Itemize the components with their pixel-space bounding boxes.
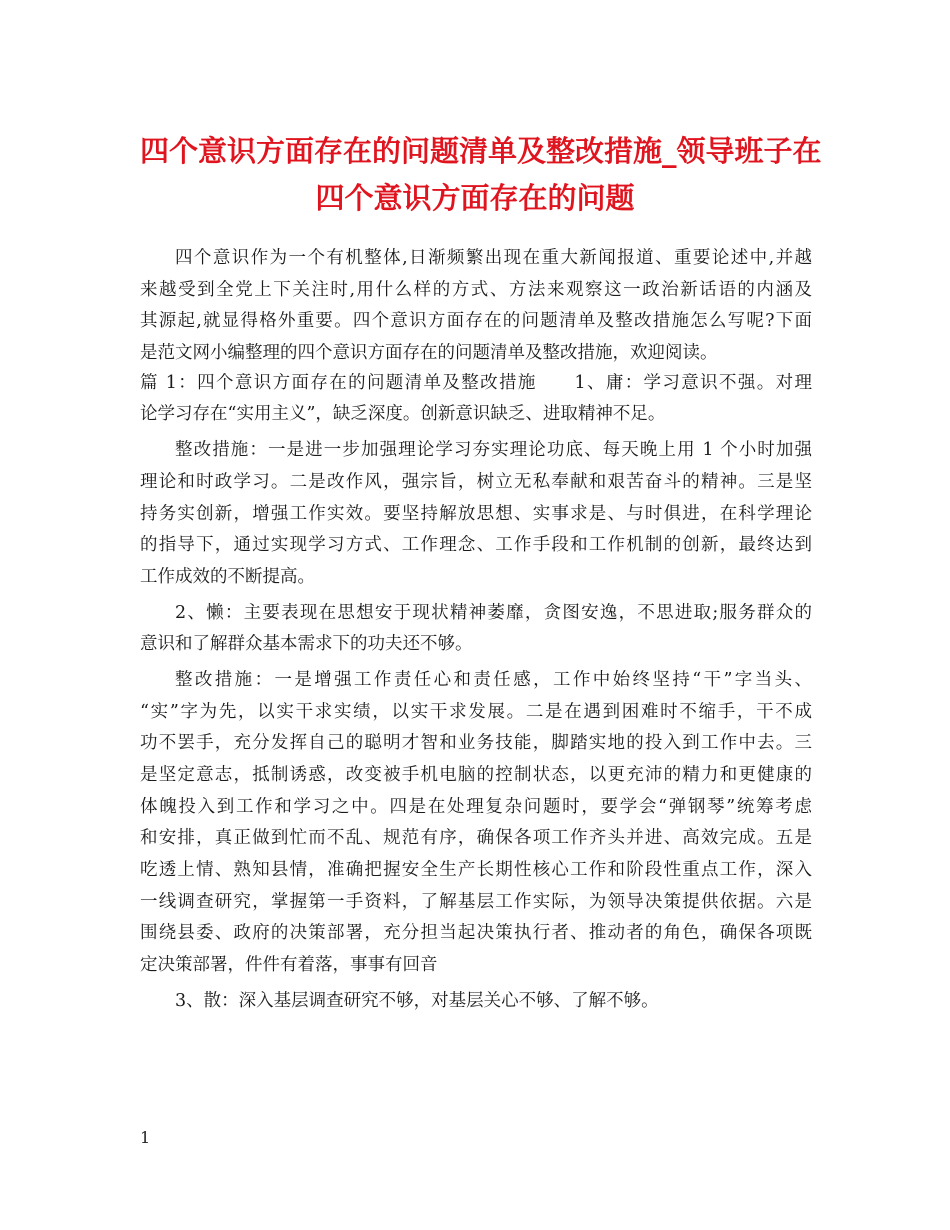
- body-line: 持务实创新，增强工作实效。要坚持解放思想、实事求是、与时俱进，在科学理论: [140, 503, 812, 524]
- body-line: 意识和了解群众基本需求下的功夫还不够。: [140, 634, 473, 655]
- body-line: 一线调查研究，掌握第一手资料，了解基层工作实际，为领导决策提供依据。六是: [140, 891, 812, 912]
- body-line: 理论和时政学习。二是改作风，强宗旨，树立无私奉献和艰苦奋斗的精神。三是坚: [140, 471, 812, 492]
- body-line: 围绕县委、政府的决策部署，充分担当起决策执行者、推动者的角色，确保各项既: [140, 923, 812, 944]
- body-line: 论学习存在“实用主义”，缺乏深度。创新意识缺乏、进取精神不足。: [140, 404, 666, 425]
- body-line: 其源起,就显得格外重要。四个意识方面存在的问题清单及整改措施怎么写呢?下面: [140, 311, 812, 332]
- body-line: 工作成效的不断提高。: [140, 566, 315, 587]
- body-line: 吃透上情、熟知县情，准确把握安全生产长期性核心工作和阶段性重点工作，深入: [140, 860, 812, 881]
- document-title-line-2: 四个意识方面存在的问题: [315, 181, 635, 215]
- body-line: 是坚定意志，抵制诱惑，改变被手机电脑的控制状态，以更充沛的精力和更健康的: [140, 765, 812, 785]
- body-line: 和安排，真正做到忙而不乱、规范有序，确保各项工作齐头并进、高效完成。五是: [140, 828, 812, 849]
- body-line: 是范文网小编整理的四个意识方面存在的问题清单及整改措施，欢迎阅读。: [140, 343, 718, 364]
- body-line: 定决策部署，件件有着落，事事有回音: [140, 955, 438, 976]
- body-line: 2、懒：主要表现在思想安于现状精神萎靡，贪图安逸，不思进取;服务群众的: [175, 602, 812, 623]
- body-line: 体魄投入到工作和学习之中。四是在处理复杂问题时，要学会“弹钢琴”统筹考虑: [140, 796, 812, 817]
- body-line: 整改措施：一是增强工作责任心和责任感，工作中始终坚持“干”字当头、: [175, 669, 812, 690]
- document-title-line-1: 四个意识方面存在的问题清单及整改措施_领导班子在: [140, 134, 822, 168]
- body-line: 功不罢手，充分发挥自己的聪明才智和业务技能，脚踏实地的投入到工作中去。三: [140, 733, 812, 754]
- document-body: [140, 243, 812, 1018]
- body-line: 的指导下，通过实现学习方式、工作理念、工作手段和工作机制的创新，最终达到: [140, 535, 812, 556]
- body-line: 篇 1：四个意识方面存在的问题清单及整改措施 1、庸：学习意识不强。对理: [140, 372, 812, 393]
- body-line: “实”字为先，以实干求实绩，以实干求发展。二是在遇到困难时不缩手，干不成: [140, 701, 812, 722]
- body-line: 3、散：深入基层调查研究不够，对基层关心不够、了解不够。: [175, 990, 659, 1011]
- body-line: 整改措施：一是进一步加强理论学习夯实理论功底、每天晚上用 1 个小时加强: [175, 440, 812, 461]
- page-number: 1: [140, 1128, 151, 1147]
- body-line: 四个意识作为一个有机整体,日渐频繁出现在重大新闻报道、重要论述中,并越: [175, 248, 812, 268]
- body-line: 来越受到全党上下关注时,用什么样的方式、方法来观察这一政治新话语的内涵及: [140, 279, 812, 300]
